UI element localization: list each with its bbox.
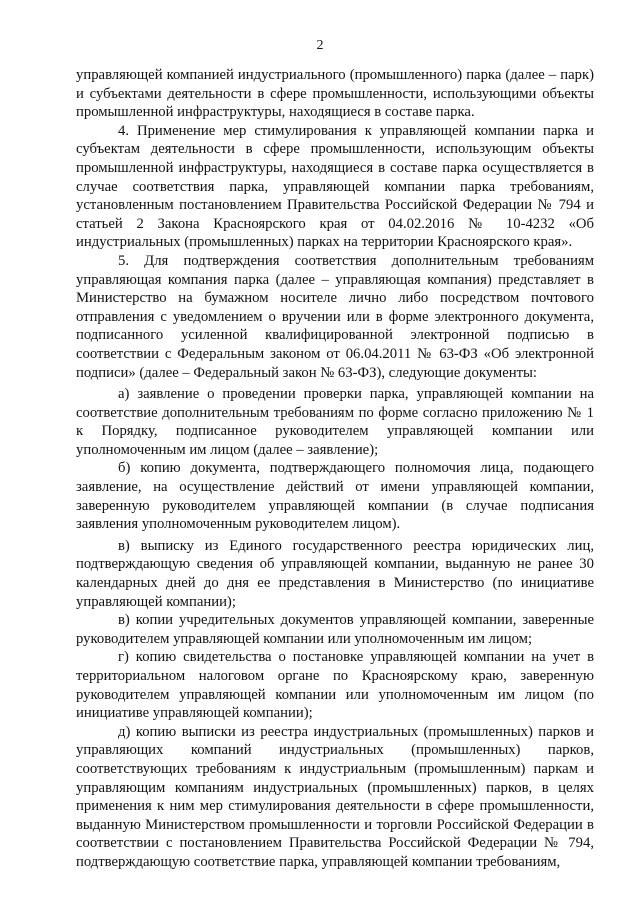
document-body: [76, 66, 594, 872]
subitem-g: г) копию свидетельства о постановке управляющей компании на учет в территориальном налоговом органе по Красноярскому краю, заверенную руководителем управляющей компании или уполномоченным им лицом (по инициативе управляющей компании);: [76, 649, 594, 722]
subitem-a: а) заявление о проведении проверки парка, управляющей компании на соответствие дополнительным требованиям по форме согласно приложению № 1 к Порядку, подписанное руководителем управляющей компании или уполномоченным им лицом (далее – заявление);: [76, 386, 594, 458]
subitem-v: в) выписку из Единого государственного реестра юридических лиц, подтверждающую сведения об управляющей компании, выданную не ранее 30 календарных дней до дня ее представления в Министерство (по инициативе управляющей компании);: [76, 537, 594, 610]
paragraph-continuation: управляющей компанией индустриального (промышленного) парка (далее – парк) и субъектами деятельности в сфере промышленности, использующими объекты промышленной инфраструктуры, находящиеся в составе парка.: [76, 67, 594, 121]
subitem-b: б) копию документа, подтверждающего полномочия лица, подающего заявление, на осуществление действий от имени управляющей компании, заверенную руководителем управляющей компании (в случае подписания заявления уполномоченным руководителем лицом).: [76, 460, 594, 533]
paragraph-item-5: 5. Для подтверждения соответствия дополнительным требованиям управляющая компания парка (далее – управляющая компания) представляет в Министерство на бумажном носителе лично либо посредством почтового отправления с уведомлением о вручении или в форме электронного документа, подписанного усиленной квалифицированной электронной подписью в соответствии с Федеральным законом от 06.04.2011 № 63-ФЗ «Об электронной подписи» (далее – Федеральный закон № 63-ФЗ), следующие документы:: [76, 252, 594, 381]
page-number: 2: [316, 38, 324, 53]
paragraph-item-4: 4. Применение мер стимулирования к управляющей компании парка и субъектам деятельности в сфере промышленности, использующим объекты промышленной инфраструктуры, находящиеся в составе парка осуществляется в случае соответствия парка, управляющей компании парка требованиям, установленным постановлением Правительства Российской Федерации № 794 и статьей 2 Закона Красноярского края от 04.02.2016 № 10-4232 «Об индустриальных (промышленных) парках на территории Красноярского края».: [76, 122, 594, 251]
subitem-v-second: в) копии учредительных документов управляющей компании, заверенные руководителем управляющей компании или уполномоченным им лицом;: [76, 612, 594, 647]
subitem-d: д) копию выписки из реестра индустриальных (промышленных) парков и управляющих компаний индустриальных (промышленных) парков, соответствующих требованиям к индустриальным (промышленным) паркам и управляющим компаниям индустриальных (промышленных) парков, в целях применения к ним мер стимулирования деятельности в сфере промышленности, выданную Министерством промышленности и торговли Российской Федерации в соответствии с постановлением Правительства Российской Федерации № 794, подтверждающую соответствие парка, управляющей компании требованиям,: [76, 723, 594, 870]
